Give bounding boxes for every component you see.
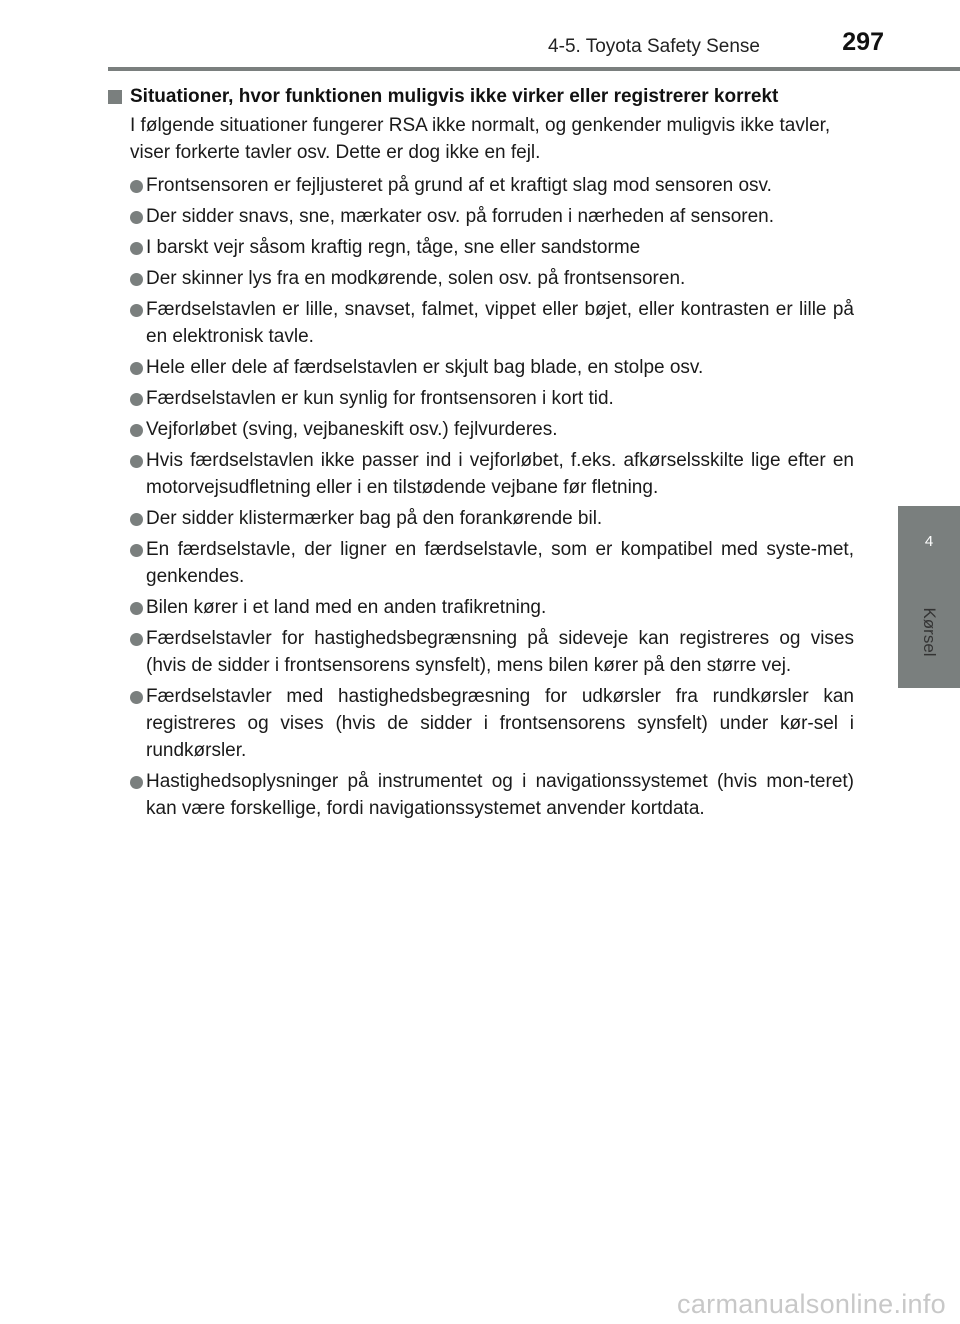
- bullet-dot-icon: [130, 180, 143, 193]
- bullet-dot-icon: [130, 544, 143, 557]
- list-item: [108, 416, 854, 443]
- list-item-text: Der skinner lys fra en modkørende, solen osv. på frontsensoren.: [146, 268, 686, 289]
- bullet-dot-icon: [130, 776, 143, 789]
- chapter-label: Kørsel: [920, 607, 939, 657]
- list-item: [108, 594, 854, 621]
- site-watermark: carmanualsonline.info: [677, 1289, 946, 1319]
- list-item-text: Bilen kører i et land med en anden trafikretning.: [146, 597, 547, 618]
- list-item: [108, 536, 854, 590]
- list-item-text: Færdselstavlen er lille, snavset, falmet, vippet eller bøjet, eller kontrasten er lille på en elektronisk tavle.: [146, 299, 854, 347]
- list-item: [108, 683, 854, 764]
- subsection-heading: [108, 84, 854, 110]
- bullet-dot-icon: [130, 273, 143, 286]
- list-item: [108, 505, 854, 532]
- list-item-text: Vejforløbet (sving, vejbaneskift osv.) fejlvurderes.: [146, 419, 558, 440]
- list-item-text: Der sidder klistermærker bag på den forankørende bil.: [146, 508, 603, 529]
- header-divider: [108, 67, 960, 71]
- list-item: [108, 265, 854, 292]
- list-item: [108, 203, 854, 230]
- list-item: [108, 354, 854, 381]
- list-item-text: Færdselstavlen er kun synlig for frontsensoren i kort tid.: [146, 388, 614, 409]
- bullet-dot-icon: [130, 633, 143, 646]
- bullet-dot-icon: [130, 602, 143, 615]
- list-item-text: I barskt vejr såsom kraftig regn, tåge, sne eller sandstorme: [146, 237, 641, 258]
- list-item: [108, 447, 854, 501]
- list-item-text: Frontsensoren er fejljusteret på grund af et kraftigt slag mod sensoren osv.: [146, 175, 772, 196]
- list-item: [108, 385, 854, 412]
- list-item-text: Der sidder snavs, sne, mærkater osv. på forruden i nærheden af sensoren.: [146, 206, 775, 227]
- main-content: [108, 84, 854, 826]
- bullet-dot-icon: [130, 691, 143, 704]
- list-item-text: Hvis færdselstavlen ikke passer ind i vejforløbet, f.eks. afkørselsskilte lige efter en motorvejsudfletning eller i en tilstødende vejbane før fletning.: [146, 450, 854, 498]
- chapter-number: 4: [924, 533, 934, 550]
- list-item: [108, 172, 854, 199]
- bullet-dot-icon: [130, 393, 143, 406]
- list-item-text: Hastighedsoplysninger på instrumentet og i navigationssystemet (hvis mon-teret) kan være forskellige, fordi navigationssystemet anvender kortdata.: [146, 771, 854, 819]
- situation-list: [108, 172, 854, 822]
- section-title: 4-5. Toyota Safety Sense: [548, 36, 760, 57]
- intro-paragraph: I følgende situationer fungerer RSA ikke normalt, og genkender muligvis ikke tavler, viser forkerte tavler osv. Dette er dog ikke en fejl.: [130, 115, 831, 163]
- list-item-text: Færdselstavler for hastighedsbegrænsning på sideveje kan registreres og vises (hvis de sidder i frontsensorens synsfelt), mens bilen kører på den større vej.: [146, 628, 854, 676]
- bullet-dot-icon: [130, 455, 143, 468]
- list-item-text: Færdselstavler med hastighedsbegræsning for udkørsler fra rundkørsler kan registreres og vises (hvis de sidder i frontsensorens synsfelt) under kør-sel i rundkørsler.: [146, 686, 854, 761]
- square-bullet-icon: [108, 90, 122, 104]
- list-item: [108, 768, 854, 822]
- page-header: [0, 0, 960, 72]
- chapter-label-container: [900, 592, 958, 672]
- bullet-dot-icon: [130, 513, 143, 526]
- bullet-dot-icon: [130, 211, 143, 224]
- bullet-dot-icon: [130, 304, 143, 317]
- bullet-dot-icon: [130, 362, 143, 375]
- subsection-heading-text: Situationer, hvor funktionen muligvis ikke virker eller registrerer korrekt: [130, 86, 779, 107]
- bullet-dot-icon: [130, 242, 143, 255]
- list-item-text: En færdselstavle, der ligner en færdselstavle, som er kompatibel med syste-met, genkendes.: [146, 539, 854, 587]
- list-item: [108, 625, 854, 679]
- list-item: [108, 234, 854, 261]
- list-item: [108, 296, 854, 350]
- bullet-dot-icon: [130, 424, 143, 437]
- list-item-text: Hele eller dele af færdselstavlen er skjult bag blade, en stolpe osv.: [146, 357, 704, 378]
- page-number: 297: [842, 28, 884, 56]
